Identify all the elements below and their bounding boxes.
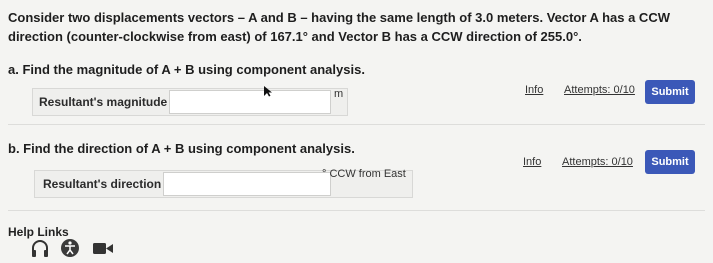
mouse-cursor-icon — [263, 84, 273, 102]
magnitude-unit: m — [334, 88, 344, 100]
help-links-title: Help Links — [8, 225, 69, 239]
accessibility-icon[interactable] — [60, 238, 80, 258]
video-icon[interactable] — [92, 238, 114, 258]
info-link-a[interactable]: Info — [525, 84, 544, 96]
headphones-icon[interactable] — [30, 238, 50, 258]
submit-button-a[interactable]: Submit — [645, 80, 695, 104]
direction-answer-row — [34, 170, 413, 198]
part-b-title: b. Find the direction of A + B using component analysis. — [8, 141, 355, 156]
part-a-title: a. Find the magnitude of A + B using component analysis. — [8, 62, 365, 77]
direction-label: Resultant's direction — [43, 177, 162, 191]
direction-input[interactable] — [163, 172, 331, 196]
section-divider — [8, 124, 705, 125]
direction-unit: ° CCW from East — [322, 168, 406, 180]
attempts-link-b[interactable]: Attempts: 0/10 — [562, 156, 633, 168]
submit-button-b[interactable]: Submit — [645, 150, 695, 174]
attempts-link-a[interactable]: Attempts: 0/10 — [564, 84, 635, 96]
magnitude-label: Resultant's magnitude — [39, 95, 168, 109]
magnitude-answer-row — [32, 88, 348, 116]
problem-statement: Consider two displacements vectors – A and B – having the same length of 3.0 meters. Vector A has a CCW direction (counter-clockwise from east) of 167.1° and Vector B has a CCW direction of 255.0°. — [8, 10, 670, 44]
info-link-b[interactable]: Info — [523, 156, 542, 168]
help-divider — [8, 210, 705, 211]
magnitude-input[interactable] — [169, 90, 331, 114]
